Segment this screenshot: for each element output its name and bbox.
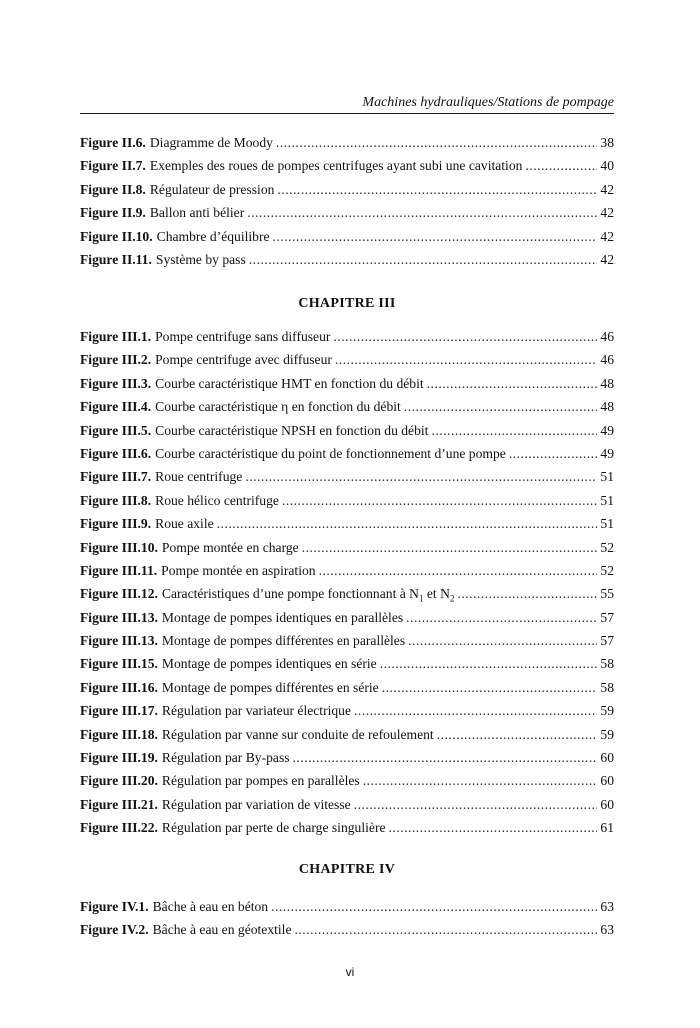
toc-entry[interactable] [80,469,614,492]
figure-title: Régulation par pompes en parallèles [161,773,360,789]
toc-list-chapter-iv [80,899,614,946]
toc-entry[interactable] [80,773,614,796]
page-ref: 46 [600,329,614,344]
dot-leader [245,469,597,485]
dot-leader [217,516,597,532]
figure-title: Courbe caractéristique du point de fonctionnement d’une pompe [155,445,506,461]
figure-number: Figure III.6. [80,445,152,461]
figure-number: Figure III.16. [80,679,158,695]
figure-number: Figure III.22. [80,820,158,836]
page-number: vi [345,965,355,979]
dot-leader [277,182,597,198]
figure-title: Roue hélico centrifuge [155,492,279,508]
toc-list-chapter-iii [80,329,614,844]
dot-leader [247,205,597,221]
figure-title [162,586,455,604]
toc-entry[interactable] [80,820,614,843]
chapter-heading-iii: CHAPITRE III [298,296,396,311]
figure-title: Diagramme de Moody [149,135,273,150]
toc-entry[interactable] [80,376,614,399]
page-ref: 57 [600,609,614,625]
figure-number: Figure III.4. [80,399,152,415]
figure-title: Courbe caractéristique HMT en fonction du débit [155,375,424,391]
page-ref: 63 [600,899,614,914]
dot-leader [333,329,597,345]
figure-number: Figure IV.2. [80,922,149,938]
page-ref: 49 [600,445,614,461]
dot-leader [408,633,597,649]
dot-leader [363,773,597,789]
figure-number: Figure II.10. [80,228,153,244]
page-ref: 60 [600,750,614,766]
figure-number: Figure III.11. [80,562,158,578]
toc-entry[interactable] [80,229,614,252]
figure-title: Ballon anti bélier [149,205,245,221]
toc-entry[interactable] [80,252,614,275]
toc-entry[interactable] [80,610,614,633]
figure-number: Figure II.9. [80,205,146,221]
dot-leader [335,352,597,368]
toc-entry[interactable] [80,797,614,820]
page-ref: 46 [600,352,614,368]
toc-entry[interactable] [80,423,614,446]
figure-number: Figure III.13. [80,609,158,625]
dot-leader [509,446,597,462]
page-ref: 58 [600,656,614,672]
figure-number: Figure III.15. [80,656,158,672]
figure-number: Figure III.5. [80,422,152,438]
figure-title: Montage de pompes différentes en série [161,679,379,695]
dot-leader [276,135,597,151]
figure-title: Chambre d’équilibre [156,228,270,244]
toc-entry[interactable] [80,750,614,773]
subscript: 1 [419,594,424,605]
page-ref: 42 [600,181,614,197]
figure-number: Figure III.8. [80,492,152,508]
figure-title: Régulation par variateur électrique [161,703,352,719]
dot-leader [382,680,597,696]
page-ref: 59 [600,703,614,719]
figure-title: Pompe centrifuge sans diffuseur [155,329,331,344]
dot-leader [389,820,597,836]
toc-entry[interactable] [80,633,614,656]
header-rule [80,113,614,114]
toc-entry[interactable] [80,899,614,922]
figure-number: Figure II.6. [80,135,146,150]
figure-title: Pompe centrifuge avec diffuseur [155,352,332,368]
toc-entry[interactable] [80,352,614,375]
figure-title: Régulation par By-pass [161,750,290,766]
dot-leader [354,797,597,813]
toc-entry[interactable] [80,399,614,422]
figure-title: Régulation par perte de charge singulière [161,820,386,836]
page-ref: 61 [600,820,614,836]
page-ref: 48 [600,399,614,415]
figure-number: Figure III.2. [80,352,152,368]
toc-entry[interactable] [80,656,614,679]
toc-entry[interactable] [80,563,614,586]
page-ref: 51 [600,516,614,532]
page-ref: 57 [600,633,614,649]
title-part: et N [423,586,450,602]
figure-title: Montage de pompes différentes en parallèles [161,633,406,649]
page-ref: 52 [600,562,614,578]
toc-entry[interactable] [80,205,614,228]
figure-number: Figure III.12. [80,586,158,602]
page-ref: 63 [600,922,614,938]
figure-number: Figure III.13. [80,633,158,649]
page-ref: 60 [600,773,614,789]
dot-leader [380,656,597,672]
figure-title: Bâche à eau en béton [152,899,269,914]
running-header: Machines hydrauliques/Stations de pompage [362,95,614,110]
dot-leader [295,922,598,938]
dot-leader [273,229,597,245]
figure-number: Figure III.20. [80,773,158,789]
toc-entry[interactable] [80,922,614,945]
dot-leader [271,899,597,915]
dot-leader [437,727,597,743]
dot-leader [354,703,597,719]
page-ref: 42 [600,205,614,221]
page-ref: 58 [600,679,614,695]
page-ref: 51 [600,492,614,508]
toc-entry[interactable] [80,516,614,539]
toc-entry[interactable] [80,703,614,726]
figure-title: Exemples des roues de pompes centrifuges ayant subi une cavitation [149,158,523,174]
dot-leader [431,423,597,439]
figure-number: Figure III.21. [80,796,158,812]
figure-number: Figure III.1. [80,329,152,344]
figure-title: Régulateur de pression [149,181,275,197]
figure-title: Roue axile [155,516,214,532]
figure-number: Figure IV.1. [80,899,149,914]
figure-title: Régulation par vanne sur conduite de refoulement [161,726,434,742]
dot-leader [302,540,597,556]
toc-entry[interactable] [80,135,614,158]
dot-leader [525,158,597,174]
dot-leader [457,586,597,602]
figure-number: Figure II.11. [80,251,152,267]
figure-number: Figure III.7. [80,469,152,485]
figure-title: Roue centrifuge [155,469,243,485]
figure-title: Pompe montée en charge [161,539,299,555]
figure-number: Figure II.7. [80,158,146,174]
figure-title: Courbe caractéristique η en fonction du débit [155,399,401,415]
chapter-heading-iv: CHAPITRE IV [298,862,396,877]
subscript: 2 [449,594,455,605]
figure-number: Figure III.17. [80,703,158,719]
dot-leader [406,610,597,626]
figure-title: Montage de pompes identiques en parallèles [161,609,404,625]
toc-entry[interactable] [80,446,614,469]
page-ref: 52 [600,539,614,555]
page-ref: 48 [600,375,614,391]
figure-number: Figure III.3. [80,375,152,391]
page-ref: 49 [600,422,614,438]
figure-number: Figure II.8. [80,181,146,197]
figure-number: Figure III.18. [80,726,158,742]
page-ref: 42 [600,228,614,244]
toc-entry[interactable] [80,680,614,703]
page-ref: 38 [600,135,614,150]
figure-number: Figure III.19. [80,750,158,766]
dot-leader [293,750,597,766]
figure-title: Régulation par variation de vitesse [161,796,351,812]
dot-leader [404,399,597,415]
figure-number: Figure III.9. [80,516,152,532]
dot-leader [282,493,597,509]
page-ref: 59 [600,726,614,742]
dot-leader [427,376,597,392]
toc-entry[interactable] [80,586,614,609]
figure-title: Système by pass [155,251,246,267]
dot-leader [249,252,597,268]
page-ref: 40 [600,158,614,174]
title-part: Caractéristiques d’une pompe fonctionnant à N [161,586,419,602]
toc-entry[interactable] [80,493,614,516]
dot-leader [319,563,597,579]
figure-number: Figure III.10. [80,539,158,555]
figure-title: Bâche à eau en géotextile [152,922,292,938]
page-ref: 55 [600,586,614,602]
toc-list-chapter-ii [80,135,614,275]
toc-entry[interactable] [80,727,614,750]
toc-entry[interactable] [80,158,614,181]
toc-entry[interactable] [80,540,614,563]
figure-title: Pompe montée en aspiration [161,562,316,578]
page-ref: 51 [600,469,614,485]
toc-entry[interactable] [80,182,614,205]
page-ref: 42 [600,251,614,267]
page-ref: 60 [600,796,614,812]
toc-entry[interactable] [80,329,614,352]
figure-title: Montage de pompes identiques en série [161,656,377,672]
figure-title: Courbe caractéristique NPSH en fonction du débit [155,422,429,438]
